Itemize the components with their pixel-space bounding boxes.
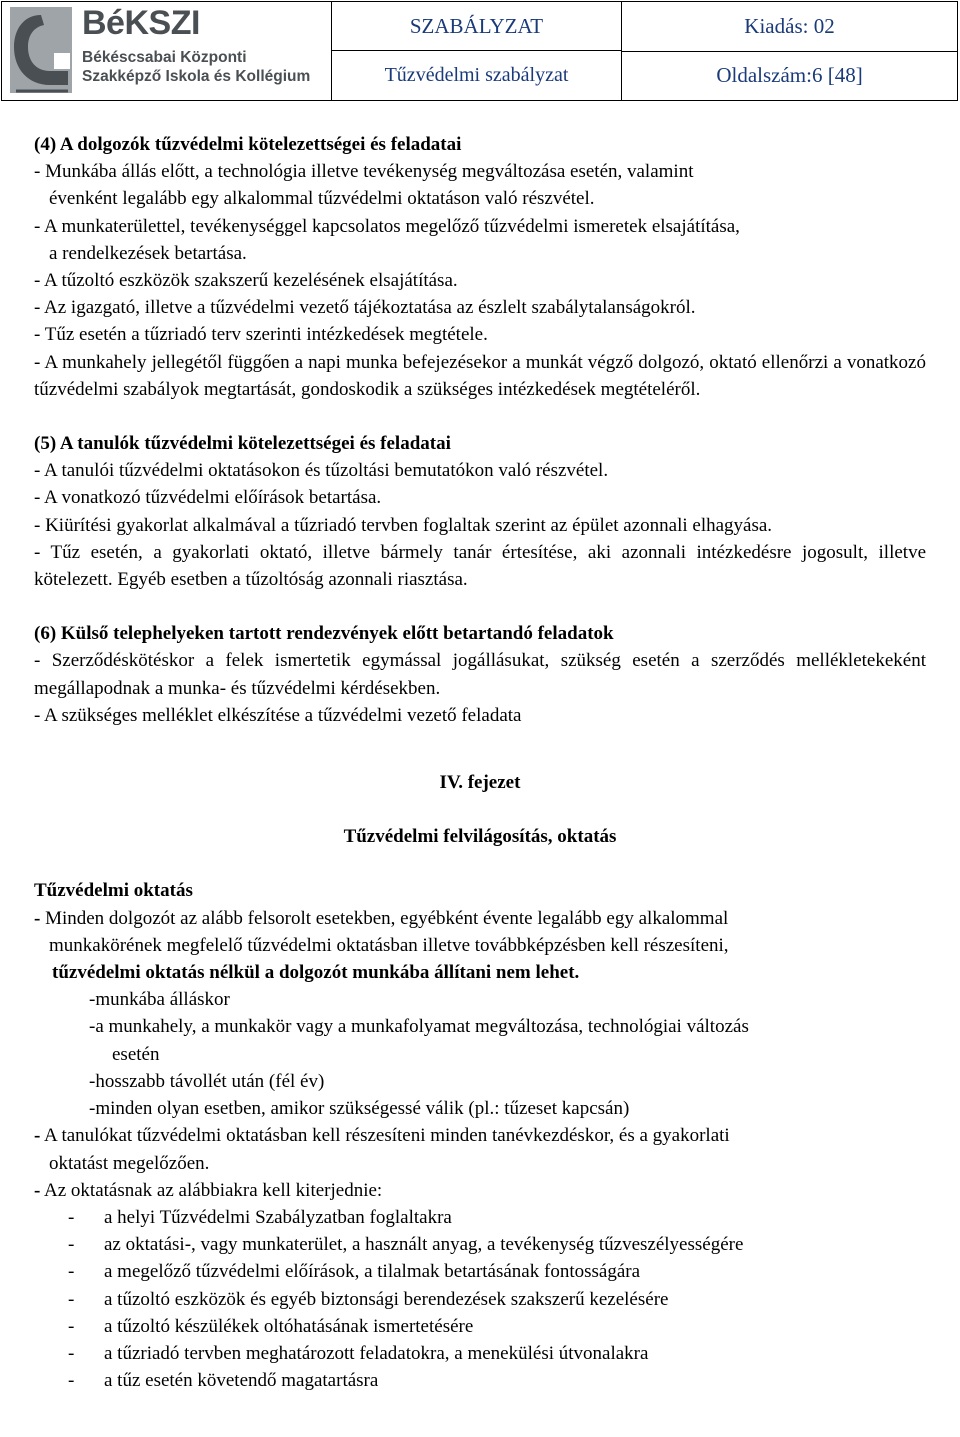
section-heading: (5) A tanulók tűzvédelmi kötelezettségei és feladatai	[34, 433, 451, 455]
section-4	[34, 131, 926, 403]
case-item: -minden olyan esetben, amikor szükségessé válik (pl.: tűzeset kapcsán)	[89, 1098, 630, 1120]
paragraph-continuation: oktatást megelőzően.	[49, 1152, 210, 1174]
chapter-number: IV. fejezet	[439, 772, 521, 794]
subsection-heading: Tűzvédelmi oktatás	[34, 880, 193, 902]
training-section	[34, 877, 926, 1394]
dash-marker: -	[34, 1125, 41, 1147]
section-5	[34, 430, 926, 593]
logo-brand-text: BéKSZI	[82, 4, 200, 42]
paragraph-continuation: munkakörének megfelelő tűzvédelmi oktatásban illetve továbbképzésben kell részesíteni,	[49, 934, 729, 956]
list-item: - Szerződéskötéskor a felek ismertetik egymással jogállásukat, szükség esetén a szerződés mellékletekeként megállapodnak a munka- és tűzvédelmi kérdésekben.	[34, 650, 926, 699]
school-logo	[2, 2, 332, 100]
logo-subtitle-1: Békéscsabai Központi	[82, 49, 247, 66]
training-paragraph-1	[34, 905, 926, 932]
list-item: - a tűz esetén követendő magatartásra	[68, 1370, 379, 1392]
case-item: -hosszabb távollét után (fél év)	[89, 1070, 325, 1092]
list-item: - az oktatási-, vagy munkaterület, a használt anyag, a tevékenység tűzveszélyességére	[68, 1234, 744, 1256]
paragraph-text: Az oktatásnak az alábbiakra kell kiterjednie:	[44, 1179, 383, 1201]
paragraph-text: Minden dolgozót az alább felsorolt esetekben, egyébként évente legalább egy alkalommal	[45, 907, 729, 929]
section-6	[34, 620, 926, 729]
list-item: - A szükséges melléklet elkészítése a tűzvédelmi vezető feladata	[34, 704, 522, 726]
case-item-continuation: esetén	[112, 1043, 160, 1065]
list-item: - Tűz esetén, a gyakorlati oktató, illetve bármely tanár értesítése, aki azonnali intézkedésre jogosult, illetve kötelezett. Egyéb esetben a tűzoltóság azonnali riasztása.	[34, 541, 926, 591]
edition: Kiadás: 02	[622, 2, 957, 52]
page-number: Oldalszám:6 [48]	[716, 63, 863, 87]
document-header	[1, 1, 958, 101]
paragraph-text: A tanulókat tűzvédelmi oktatásban kell részesíteni minden tanévkezdéskor, és a gyakorlati	[44, 1125, 730, 1147]
training-paragraph-3	[34, 1177, 926, 1204]
list-item: - a tűzoltó eszközök és egyéb biztonsági berendezések szakszerű kezelésére	[68, 1288, 669, 1310]
list-item: - A vonatkozó tűzvédelmi előírások betartása.	[34, 487, 382, 509]
list-item: - Kiürítési gyakorlat alkalmával a tűzriadó tervben foglaltak szerint az épület azonnali elhagyása.	[34, 514, 773, 536]
list-item: - Munkába állás előtt, a technológia illetve tevékenység megváltozása esetén, valamint	[34, 161, 694, 183]
list-item: - a tűzriadó tervben meghatározott feladatokra, a menekülési útvonalakra	[68, 1342, 649, 1364]
dash-marker: -	[34, 1179, 41, 1201]
training-paragraph-2	[34, 1122, 926, 1149]
doc-title: Tűzvédelmi szabályzat	[332, 51, 622, 100]
list-item: - A tanulói tűzvédelmi oktatásokon és tűzoltási bemutatókon való részvétel.	[34, 460, 609, 482]
section-heading: (6) Külső telephelyeken tartott rendezvények előtt betartandó feladatok	[34, 623, 614, 645]
case-item: -munkába álláskor	[89, 989, 230, 1011]
topics-list	[34, 1204, 926, 1394]
doc-type: SZABÁLYZAT	[332, 2, 622, 51]
section-heading: (4) A dolgozók tűzvédelmi kötelezettségei és feladatai	[34, 134, 462, 155]
list-item: - A munkahely jellegétől függően a napi munka befejezésekor a munkát végző dolgozó, oktató ellenőrzi a vonatkozó tűzvédelmi szabályok megtartását, gondoskodik a szükséges intézkedések megtételéről.	[34, 351, 926, 400]
list-item: - A tűzoltó eszközök szakszerű kezelésének elsajátítása.	[34, 270, 458, 292]
dash-marker: -	[34, 907, 41, 929]
list-item: - Tűz esetén a tűzriadó terv szerinti intézkedések megtétele.	[34, 324, 488, 346]
list-item-continuation: évenként legalább egy alkalommal tűzvédelmi oktatáson való részvétel.	[49, 188, 595, 210]
case-item: -a munkahely, a munkakör vagy a munkafolyamat megváltozása, technológiai változás	[89, 1016, 749, 1038]
list-item: - a tűzoltó készülékek oltóhatásának ismertetésére	[68, 1315, 474, 1337]
chapter-title: Tűzvédelmi felvilágosítás, oktatás	[343, 826, 617, 848]
document-body	[34, 131, 926, 1394]
logo-subtitle-2: Szakképző Iskola és Kollégium	[82, 68, 311, 85]
list-item: - A munkaterülettel, tevékenységgel kapcsolatos megelőző tűzvédelmi ismeretek elsajátítása,	[34, 215, 740, 237]
list-item: - a megelőző tűzvédelmi előírások, a tilalmak betartásának fontosságára	[68, 1261, 641, 1283]
logo-emblem-icon	[10, 7, 72, 93]
emphasized-rule: tűzvédelmi oktatás nélkül a dolgozót munkába állítani nem lehet.	[52, 962, 580, 984]
list-item: - a helyi Tűzvédelmi Szabályzatban foglaltakra	[68, 1206, 452, 1228]
list-item: - Az igazgató, illetve a tűzvédelmi vezető tájékoztatása az észlelt szabálytalanságokról.	[34, 297, 696, 319]
list-item-continuation: a rendelkezések betartása.	[49, 242, 247, 264]
